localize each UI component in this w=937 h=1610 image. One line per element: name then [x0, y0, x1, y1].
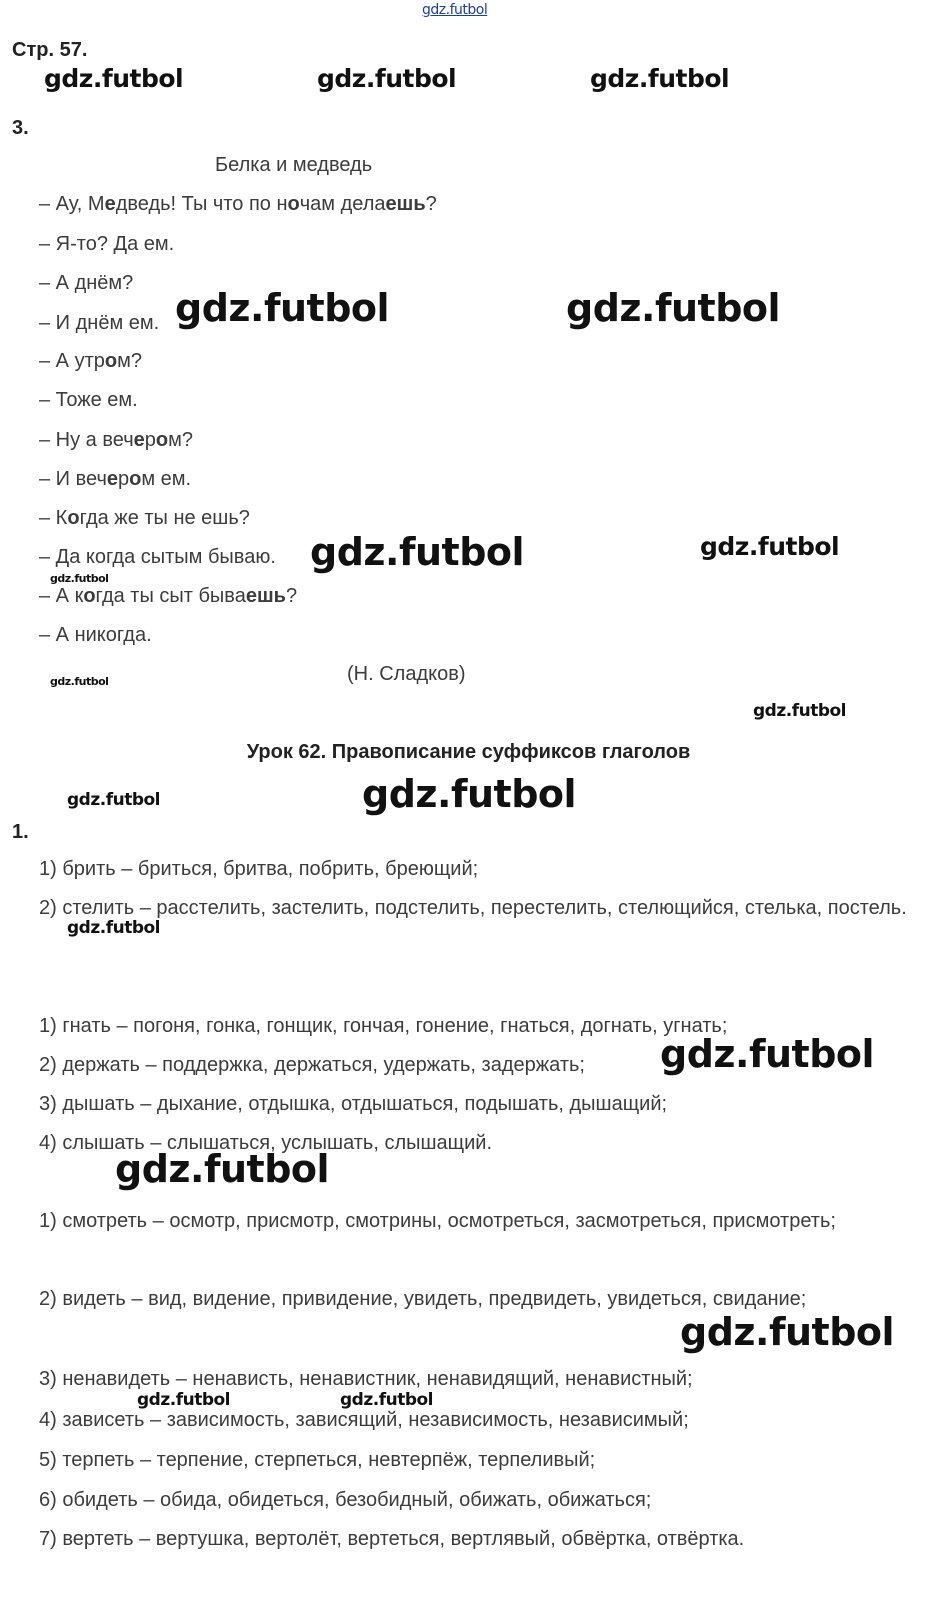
- dialogue-line: [39, 349, 142, 373]
- dialogue-segment: о: [129, 468, 142, 490]
- dialogue-segment: – А днём?: [39, 272, 134, 294]
- watermark: gdz.futbol: [700, 532, 840, 561]
- dialogue-segment: гда.: [116, 624, 152, 646]
- dialogue-line: [39, 623, 152, 647]
- watermark: gdz.futbol: [67, 790, 160, 810]
- dialogue-segment: – И днём ем.: [39, 312, 160, 334]
- dialogue-segment: ешь: [245, 585, 286, 607]
- dialogue-line: [39, 545, 276, 569]
- watermark: gdz.futbol: [340, 1390, 433, 1410]
- dialogue-line: [39, 232, 174, 256]
- list-item: 4) слышать – слышаться, услышать, слышащий.: [39, 1132, 493, 1154]
- dialogue-segment: – Ау, М: [39, 193, 105, 215]
- dialogue-segment: о: [104, 350, 118, 372]
- watermark: gdz.futbol: [137, 1390, 230, 1410]
- dialogue-segment: о: [287, 193, 300, 215]
- dialogue-segment: гда ты сыт быва: [95, 585, 246, 607]
- watermark: gdz.futbol: [680, 1310, 895, 1354]
- list-item: 2) стелить – расстелить, застелить, подстелить, перестелить, стелющийся, стелька, постель.: [39, 897, 907, 919]
- dialogue-line: [39, 271, 133, 295]
- dialogue-segment: м ем.: [141, 468, 192, 490]
- list-item: 7) вертеть – вертушка, вертолёт, вертеться, вертлявый, обвёртка, отвёртка.: [39, 1528, 745, 1550]
- watermark: gdz.futbol: [310, 530, 525, 574]
- dialogue-line: [39, 428, 193, 452]
- dialogue-segment: м?: [117, 350, 142, 372]
- dialogue-segment: о: [83, 585, 96, 607]
- dialogue-segment: – Ну а веч: [39, 429, 134, 451]
- dialogue-segment: о: [67, 507, 80, 529]
- lesson-title: Урок 62. Правописание суффиксов глаголов: [246, 741, 691, 763]
- dialogue-segment: дведь! Ты что по н: [115, 193, 288, 215]
- page-heading: Стр. 57.: [12, 39, 88, 61]
- task-number: 3.: [12, 117, 29, 139]
- dialogue-segment: – А к: [39, 585, 84, 607]
- list-item: 1) смотреть – осмотр, присмотр, смотрины, осмотреться, засмотреться, присмотреть;: [39, 1210, 836, 1232]
- dialogue-segment: чам дела: [299, 193, 386, 215]
- dialogue-segment: – Тоже ем.: [39, 389, 138, 411]
- list-item: 4) зависеть – зависимость, зависящий, независимость, независимый;: [39, 1409, 689, 1431]
- dialogue-segment: е: [104, 193, 116, 215]
- watermark: gdz.futbol: [115, 1147, 330, 1191]
- dialogue-segment: м?: [168, 429, 193, 451]
- list-item: 3) ненавидеть – ненависть, ненавистник, ненавидящий, ненавистный;: [39, 1368, 693, 1390]
- story-author: (Н. Сладков): [347, 663, 466, 685]
- dialogue-segment: о: [105, 624, 117, 646]
- watermark: gdz.futbol: [566, 286, 781, 330]
- watermark: gdz.futbol: [317, 64, 457, 93]
- list-item: 6) обидеть – обида, обидеться, безобидный, обижать, обижаться;: [39, 1489, 652, 1511]
- watermark: gdz.futbol: [590, 64, 730, 93]
- watermark-top: gdz.futbol: [422, 2, 488, 18]
- watermark: gdz.futbol: [50, 572, 109, 585]
- watermark: gdz.futbol: [362, 772, 577, 816]
- list-item: 1) брить – бриться, бритва, побрить, бреющий;: [39, 858, 479, 880]
- task-number: 1.: [12, 821, 29, 843]
- dialogue-line: [39, 192, 437, 216]
- dialogue-segment: р: [144, 429, 156, 451]
- watermark: gdz.futbol: [50, 675, 109, 688]
- list-item: 3) дышать – дыхание, отдышка, отдышаться, подышать, дышащий;: [39, 1093, 668, 1115]
- dialogue-segment: – К: [39, 507, 68, 529]
- watermark: gdz.futbol: [67, 918, 160, 938]
- dialogue-line: [39, 506, 250, 530]
- dialogue-segment: ешь: [385, 193, 426, 215]
- list-item: 5) терпеть – терпение, стерпеться, невтерпёж, терпеливый;: [39, 1449, 596, 1471]
- dialogue-segment: о: [155, 429, 169, 451]
- dialogue-segment: – А утр: [39, 350, 105, 372]
- dialogue-segment: – Да когда сытым бываю.: [39, 546, 276, 568]
- dialogue-segment: – И веч: [39, 468, 107, 490]
- list-item: 1) гнать – погоня, гонка, гонщик, гончая, гонение, гнаться, догнать, угнать;: [39, 1015, 728, 1037]
- dialogue-line: [39, 388, 138, 412]
- dialogue-segment: – А ник: [39, 624, 106, 646]
- watermark: gdz.futbol: [44, 64, 184, 93]
- dialogue-segment: ?: [285, 585, 298, 607]
- story-title: Белка и медведь: [215, 154, 373, 176]
- dialogue-segment: е: [106, 468, 119, 490]
- dialogue-segment: р: [118, 468, 130, 490]
- dialogue-line: [39, 584, 297, 608]
- dialogue-segment: – Я-то? Да ем.: [39, 233, 175, 255]
- watermark: gdz.futbol: [753, 701, 846, 721]
- list-item: 2) держать – поддержка, держаться, удержать, задержать;: [39, 1054, 585, 1076]
- watermark: gdz.futbol: [660, 1032, 875, 1076]
- dialogue-line: [39, 467, 191, 491]
- dialogue-line: [39, 311, 159, 335]
- watermark: gdz.futbol: [175, 286, 390, 330]
- dialogue-segment: ?: [425, 193, 437, 215]
- dialogue-segment: гда же ты не ешь?: [79, 507, 250, 529]
- dialogue-segment: е: [133, 429, 145, 451]
- list-item: 2) видеть – вид, видение, привидение, увидеть, предвидеть, увидеться, свидание;: [39, 1288, 807, 1310]
